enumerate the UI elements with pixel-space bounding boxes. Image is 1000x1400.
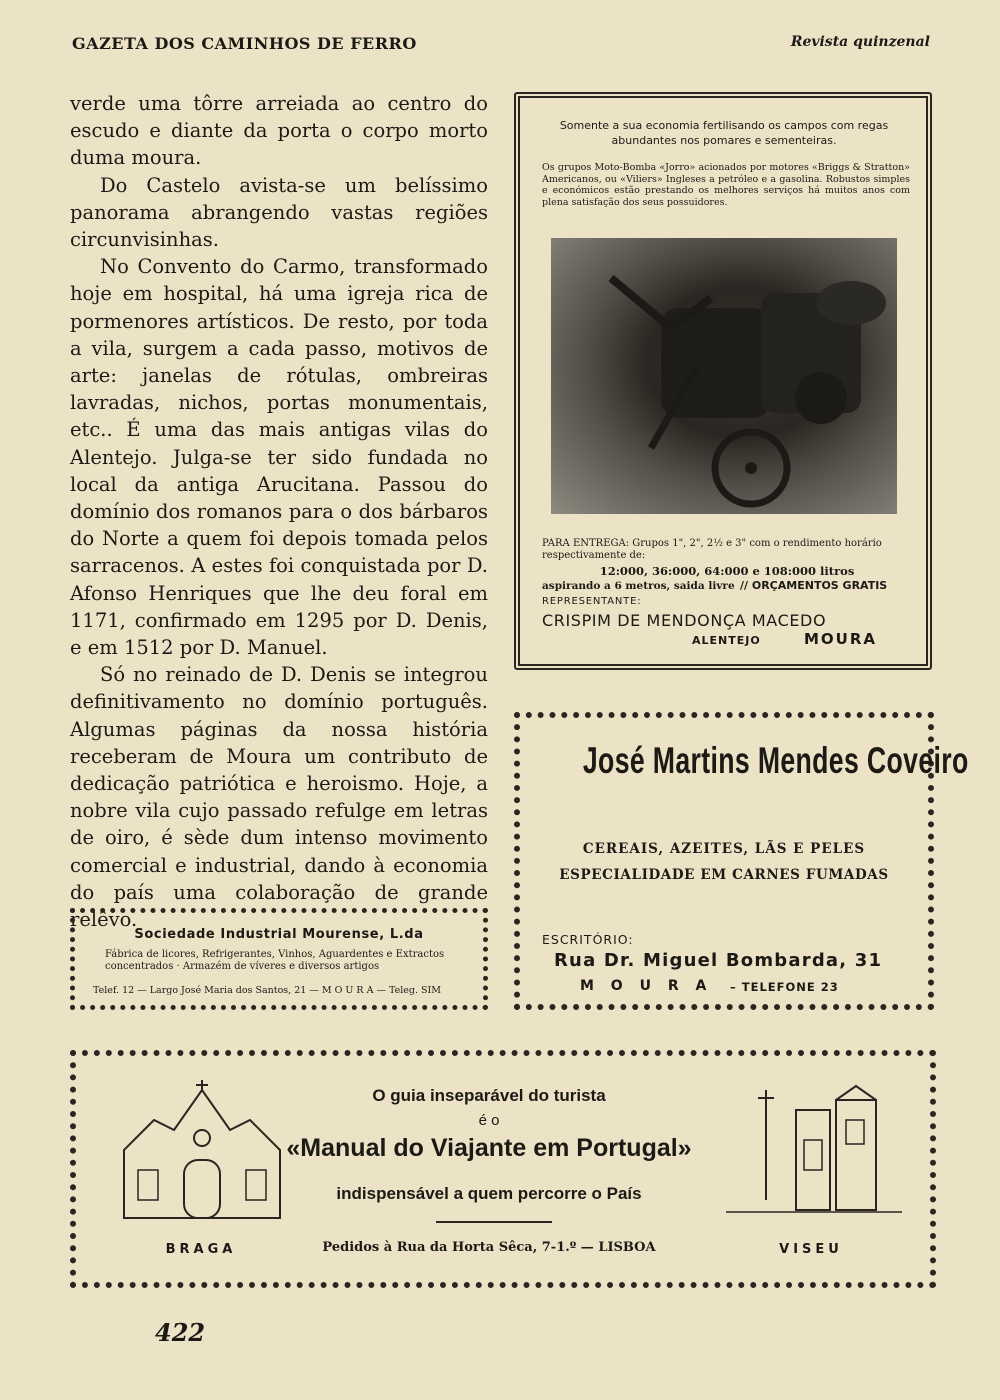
manual-tagline: O guia inseparável do turista xyxy=(372,1086,606,1105)
article-paragraph: Só no reinado de D. Denis se integrou definitivamento no domínio português. Algumas páginas da nossa história receberam de Moura um contributo de dedicação patriótica e heroismo. Hoje, a nobre vila cujo passado refulge em letras de oiro, é sède dum intenso movimento comercial e industrial, dando à economia do país uma colaboração de grande relêvo. xyxy=(70,663,488,932)
sociedade-name: Sociedade Industrial Mourense, L.da xyxy=(134,927,424,942)
coveiro-advertisement xyxy=(514,712,969,1010)
manual-divider xyxy=(436,1221,552,1223)
pump-ad-body: Os grupos Moto-Bomba «Jorro» acionados por motores «Briggs & Stratton» Americanos, ou «Viliers» Ingleses a petróleo e a gasolina. Robustos simples e económicos estão prestando os melhores serviços há muitos anos com plena satisfação dos seus possuidores. xyxy=(542,162,910,208)
pump-ad-headline: Somente a sua economia fertilisando os campos com regas abundantes nos pomares e sementeiras. xyxy=(559,119,889,147)
sociedade-description: Fábrica de licores, Refrigerantes, Vinhos, Aguardentes e Extractos concentrados · Armazém de víveres e diversos artigos xyxy=(105,949,445,972)
manual-title: «Manual do Viajante em Portugal» xyxy=(286,1134,692,1162)
publication-title: GAZETA DOS CAMINHOS DE FERRO xyxy=(72,34,417,53)
manual-orders: Pedidos à Rua da Horta Sêca, 7-1.º — LISBOA xyxy=(322,1240,656,1255)
coveiro-phone: – TELEFONE 23 xyxy=(730,980,839,994)
pump-ad-delivery: PARA ENTREGA: Grupos 1", 2", 2½ e 3" com o rendimento horário respectivamente de: xyxy=(542,538,882,561)
pump-photo xyxy=(551,238,897,514)
pump-ad-rep-town: MOURA xyxy=(804,630,878,648)
sociedade-contact: Telef. 12 — Largo José Maria dos Santos, 21 — M O U R A — Teleg. SIM xyxy=(93,985,441,996)
coveiro-specialty: ESPECIALIDADE EM CARNES FUMADAS xyxy=(559,867,889,883)
viseu-caption: VISEU xyxy=(779,1242,843,1257)
pump-machine-illustration xyxy=(551,238,897,514)
manual-tagline-connector: é o xyxy=(478,1112,500,1129)
coveiro-products: CEREAIS, AZEITES, LÃS E PELES xyxy=(582,841,866,857)
pump-ad-rep-label: REPRESENTANTE: xyxy=(542,596,642,607)
article-body xyxy=(70,90,488,933)
page-number: 422 xyxy=(155,1318,206,1347)
pump-ad-quotes: // ORÇAMENTOS GRATIS xyxy=(740,579,888,592)
sociedade-advertisement xyxy=(70,908,488,1010)
pump-ad-suction: aspirando a 6 metros, saida livre xyxy=(542,580,735,592)
braga-church-illustration xyxy=(114,1080,290,1220)
viseu-cathedral-illustration xyxy=(726,1080,902,1220)
coveiro-office-label: ESCRITÓRIO: xyxy=(542,932,634,947)
publication-subtitle: Revista quinzenal xyxy=(790,34,930,50)
coveiro-address: Rua Dr. Miguel Bombarda, 31 xyxy=(554,950,883,971)
pump-ad-rep-region: ALENTEJO xyxy=(692,634,761,647)
pump-advertisement xyxy=(514,92,932,670)
viseu-cathedral-icon xyxy=(726,1080,902,1220)
pump-ad-liters: 12:000, 36:000, 64:000 e 108:000 litros xyxy=(599,564,855,578)
article-paragraph: Do Castelo avista-se um belíssimo panorama abrangendo vastas regiões circunvisinhas. xyxy=(70,173,488,252)
coveiro-town: M O U R A xyxy=(580,978,713,994)
pump-ad-rep-name: CRISPIM DE MENDONÇA MACEDO xyxy=(542,611,827,630)
braga-caption: BRAGA xyxy=(165,1242,237,1257)
article-paragraph: No Convento do Carmo, transformado hoje em hospital, há uma igreja rica de pormenores artísticos. De resto, por toda a vila, surgem a cada passo, motivos de arte: janelas de rótulas, ombreiras lavradas, nichos, portas monumentais, etc.. É uma das mais antigas vilas do Alentejo. Julga-se ter sido fundada no local da antiga Arucitana. Passou do domínio dos romanos para o dos bárbaros do Norte a quem foi depois tomada pelos sarracenos. A estes foi conquistada por D. Afonso Henriques que lhe deu foral em 1171, confirmado em 1295 por D. Denis, e em 1512 por D. Manuel. xyxy=(70,255,488,660)
manual-subtitle: indispensável a quem percorre o País xyxy=(336,1184,642,1203)
manual-advertisement xyxy=(70,1050,936,1288)
braga-church-icon xyxy=(114,1080,290,1220)
article-paragraph: verde uma tôrre arreiada ao centro do escudo e diante da porta o corpo morto duma moura. xyxy=(70,92,488,170)
coveiro-name: José Martins Mendes Coveiro xyxy=(582,740,969,781)
